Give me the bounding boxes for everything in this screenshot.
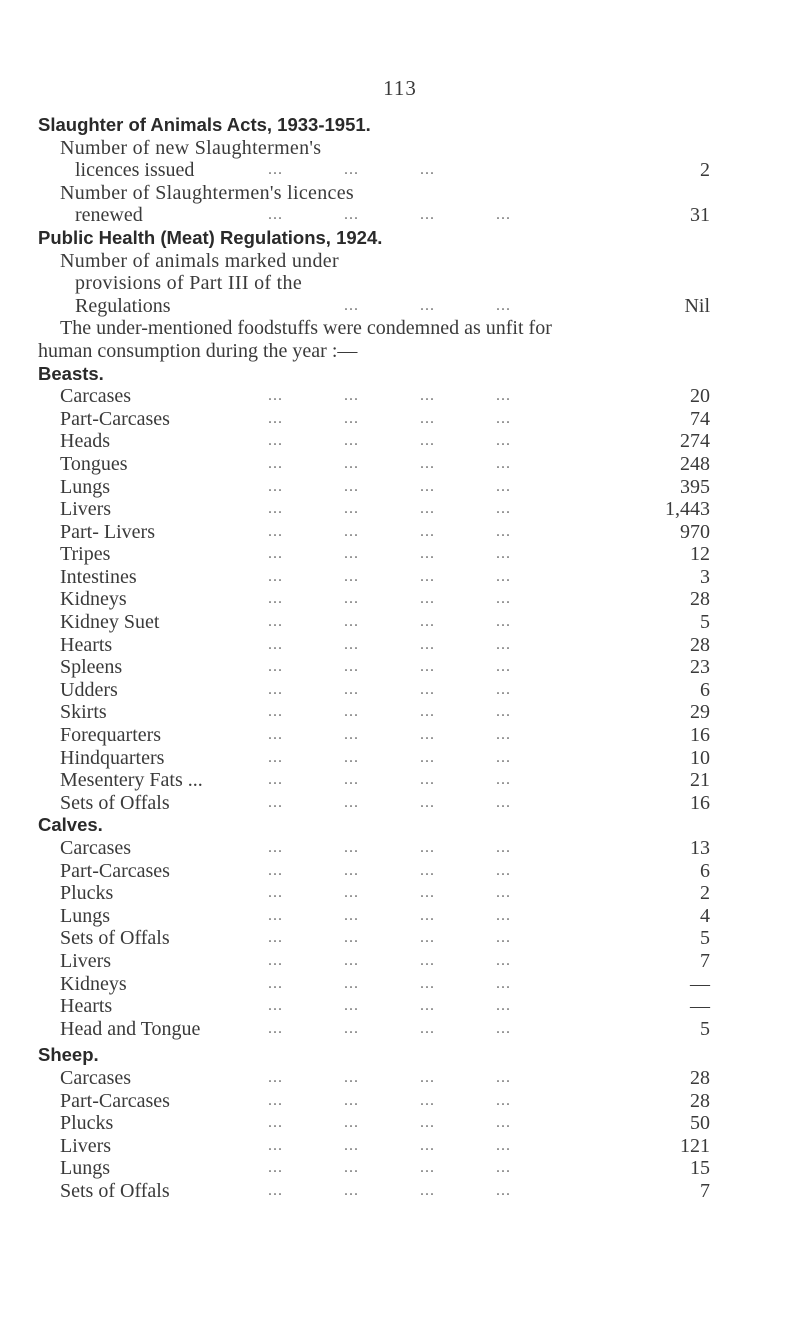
item-label: Tongues [60,452,128,475]
item-label: Part- Livers [60,520,155,543]
leader-dots: ... ... ... ... [268,613,511,631]
leader-dots: ... ... ... ... [268,590,511,608]
item-value: Nil [684,294,710,317]
item-value: 3 [700,565,710,588]
item-label: Kidneys [60,588,127,611]
item-value: 29 [690,701,710,724]
item-label: Heads [60,430,110,453]
item-value: 5 [700,611,710,634]
calves-list [38,837,758,1040]
section-heading-slaughter-acts: Slaughter of Animals Acts, 1933-1951. [38,114,371,135]
item-value: 10 [690,746,710,769]
list-item [38,747,758,770]
list-item [38,1067,758,1090]
list-item [38,566,758,589]
intro-text: human consumption during the year :— [38,339,358,362]
item-label: Sets of Offals [60,927,170,950]
leader-dots: ... ... ... ... [268,929,511,947]
leader-dots: ... ... ... ... [268,703,511,721]
section-heading-public-health: Public Health (Meat) Regulations, 1924. [38,226,383,248]
item-value: 6 [700,859,710,882]
list-item [38,1018,758,1041]
leader-dots: ... ... ... ... [268,680,511,698]
leader-dots: ... ... ... ... [268,1114,511,1132]
item-value: 4 [700,904,710,927]
section-heading-beasts: Beasts. [38,362,104,384]
leader-dots: ... ... ... ... [268,1181,511,1199]
item-label: Sets of Offals [60,1179,170,1202]
item-value: 7 [700,949,710,972]
list-item [38,1090,758,1113]
text-line [38,159,758,182]
item-value: 1,443 [665,498,710,521]
item-value: 28 [690,633,710,656]
item-label: Plucks [60,1112,114,1135]
list-item [38,769,758,792]
list-item [38,476,758,499]
leader-dots: ... ... ... ... [268,1068,511,1086]
item-label: Regulations [75,294,171,317]
list-item [38,927,758,950]
item-label: Plucks [60,882,114,905]
item-value: 12 [690,543,710,566]
item-label: Mesentery Fats ... [60,769,203,792]
list-item [38,656,758,679]
item-label: Livers [60,1134,112,1157]
list-item [38,408,758,431]
item-value: 7 [700,1179,710,1202]
item-value: — [690,972,710,995]
item-label: Carcases [60,1066,132,1089]
item-label: Forequarters [60,724,162,747]
leader-dots: ... ... ... ... [268,1136,511,1154]
item-value: — [690,995,710,1018]
leader-dots: ... ... ... [344,296,511,314]
item-value: 395 [680,475,710,498]
item-label: Part-Carcases [60,859,170,882]
list-item [38,950,758,973]
item-label: Carcases [60,837,132,859]
leader-dots: ... ... ... ... [268,1019,511,1037]
item-value: 50 [690,1112,710,1135]
list-item [38,498,758,521]
leader-dots: ... ... ... ... [268,658,511,676]
item-label: Udders [60,678,118,701]
item-label: Carcases [60,385,132,408]
list-item [38,588,758,611]
item-value: 16 [690,791,710,814]
list-item [38,430,758,453]
item-value: 28 [690,1089,710,1112]
item-label: Kidney Suet [60,611,160,634]
item-value: 5 [700,1017,710,1040]
item-label: Spleens [60,656,123,679]
list-item [38,634,758,657]
item-label: Skirts [60,701,107,724]
item-value: 16 [690,724,710,747]
list-item [38,1135,758,1158]
list-item [38,453,758,476]
leader-dots: ... ... ... ... [268,635,511,653]
list-item [38,521,758,544]
item-value: 248 [680,452,710,475]
list-item [38,1112,758,1135]
list-item [38,860,758,883]
leader-dots: ... ... ... ... [268,500,511,518]
item-label: Lungs [60,1157,110,1180]
list-item [38,905,758,928]
item-label: Tripes [60,543,111,566]
text-line: provisions of Part III of the [75,272,302,295]
list-item [38,1180,758,1203]
item-label: Sets of Offals [60,791,170,814]
item-value: 2 [700,882,710,905]
item-value: 28 [690,588,710,611]
list-item [38,701,758,724]
item-label: Kidneys [60,972,127,995]
text-line [38,204,758,227]
item-value: 5 [700,927,710,950]
item-value: 2 [700,159,710,182]
leader-dots: ... ... ... ... [268,206,511,224]
page-number: 113 [383,76,417,100]
item-label: Lungs [60,904,110,927]
item-label: Livers [60,498,112,521]
leader-dots: ... ... ... ... [268,522,511,540]
item-label: Intestines [60,565,137,588]
section-heading-sheep: Sheep. [38,1044,99,1066]
beasts-list [38,385,758,814]
list-item [38,973,758,996]
item-label: Livers [60,949,112,972]
list-item [38,792,758,815]
text-line [38,295,758,318]
leader-dots: ... ... ... ... [268,1091,511,1109]
item-label: Part-Carcases [60,1089,170,1112]
item-value: 121 [680,1134,710,1157]
list-item [38,1157,758,1180]
item-value: 28 [690,1066,710,1089]
leader-dots: ... ... ... ... [268,477,511,495]
intro-text: The under-mentioned foodstuffs were condemned as unfit for [60,317,552,340]
leader-dots: ... ... ... ... [268,793,511,811]
item-value: 274 [680,430,710,453]
item-value: 15 [690,1157,710,1180]
leader-dots: ... ... ... [268,161,435,179]
list-item [38,837,758,860]
sheep-list [38,1067,758,1203]
list-item [38,724,758,747]
list-item [38,995,758,1018]
leader-dots: ... ... ... ... [268,884,511,902]
item-label: Hearts [60,995,113,1018]
text-line: Number of Slaughtermen's licences [60,181,354,204]
list-item [38,385,758,408]
leader-dots: ... ... ... ... [268,454,511,472]
item-value: 13 [690,837,710,859]
leader-dots: ... ... ... ... [268,726,511,744]
item-label: renewed [75,204,143,227]
section-heading-calves: Calves. [38,814,103,836]
leader-dots: ... ... ... ... [268,1159,511,1177]
list-item [38,882,758,905]
item-label: Part-Carcases [60,407,170,430]
leader-dots: ... ... ... ... [268,997,511,1015]
leader-dots: ... ... ... ... [268,748,511,766]
item-value: 970 [680,520,710,543]
text-line: Number of animals marked under [60,249,339,272]
leader-dots: ... ... ... ... [268,567,511,585]
list-item [38,679,758,702]
item-value: 20 [690,385,710,408]
item-value: 74 [690,407,710,430]
item-value: 31 [690,204,710,227]
document-body [38,114,758,1203]
leader-dots: ... ... ... ... [268,545,511,563]
item-label: Lungs [60,475,110,498]
item-label: Hindquarters [60,746,165,769]
item-label: Head and Tongue [60,1017,201,1040]
item-label: Hearts [60,633,113,656]
text-line: Number of new Slaughtermen's [60,136,322,159]
item-value: 23 [690,656,710,679]
leader-dots: ... ... ... ... [268,387,511,405]
leader-dots: ... ... ... ... [268,839,511,856]
item-value: 21 [690,769,710,792]
leader-dots: ... ... ... ... [268,771,511,789]
list-item [38,611,758,634]
leader-dots: ... ... ... ... [268,432,511,450]
leader-dots: ... ... ... ... [268,951,511,969]
leader-dots: ... ... ... ... [268,974,511,992]
leader-dots: ... ... ... ... [268,906,511,924]
item-value: 6 [700,678,710,701]
list-item [38,543,758,566]
leader-dots: ... ... ... ... [268,861,511,879]
leader-dots: ... ... ... ... [268,409,511,427]
item-label: licences issued [75,159,195,182]
